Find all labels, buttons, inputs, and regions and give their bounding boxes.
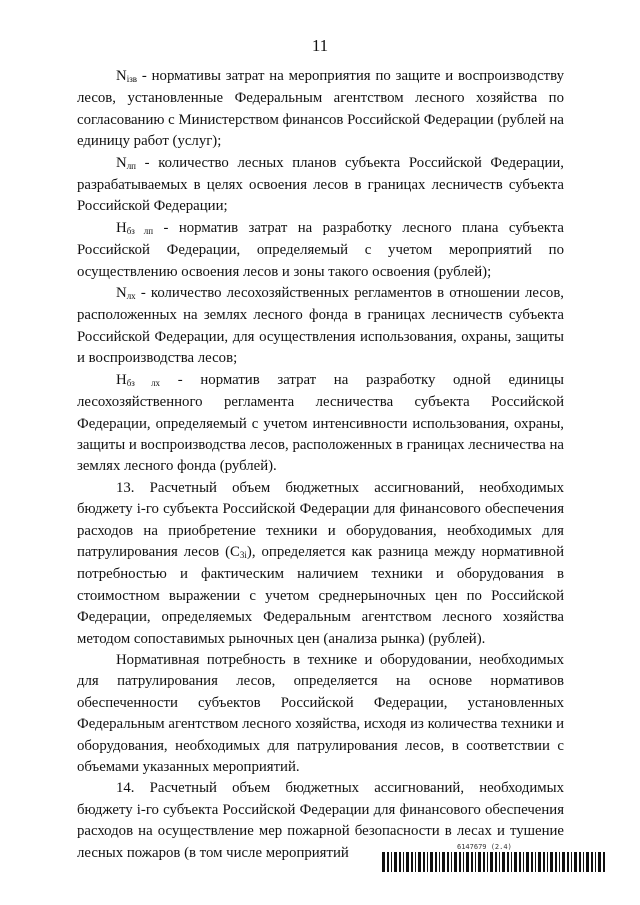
barcode-number: 6147679 (2.4) [457, 843, 512, 851]
paragraph-13-text-cont: ), определяется как разница между нормативной потребностью и фактическим наличием техники и оборудования в стоимостном выражении с учетом среднерыночных цен по Российской Федерации, определяемых Федеральным агентством лесного хозяйства методом сопоставимых рыночных цен (анализа рынка) (рублей). [77, 543, 564, 647]
symbol: Н [116, 219, 127, 236]
symbol: N [116, 68, 127, 84]
definition-h-bz-lh [77, 370, 564, 478]
symbol-subscript: iзв [126, 74, 137, 84]
definition-text: - количество лесохозяйственных регламентов в отношении лесов, расположенных на землях лесного фонда в границах лесничеств субъекта Российской Федерации, для осуществления использования, охраны, защиты и воспроизводства лесов; [77, 285, 564, 367]
symbol: Н [116, 371, 127, 388]
symbol: N [116, 154, 127, 171]
symbol-subscript: бз лх [126, 377, 161, 388]
paragraph-14: 14. Расчетный объем бюджетных ассигнований, необходимых бюджету i-го субъекта Российской Федерации для финансового обеспечения расходов на осуществление мер пожарной безопасности в лесах и тушение лесных пожаров (в том числе мероприятий [77, 780, 564, 861]
paragraph-normative-need: Нормативная потребность в технике и оборудовании, необходимых для патрулирования лесов, определяется на основе нормативов обеспеченности субъектов Российской Федерации, установленных Федеральным агентством лесного хозяйства, исходя из количества техники и оборудования, необходимых для патрулирования лесов, в соответствии с объемами указанных мероприятий. [77, 651, 564, 775]
symbol-subscript: лх [126, 291, 136, 302]
definition-h-bz-lp [77, 218, 564, 283]
page-number: 11 [311, 36, 329, 55]
symbol-subscript: 3i [239, 549, 247, 560]
definition-n-lp [77, 153, 564, 218]
definition-text: - нормативы затрат на мероприятия по защите и воспроизводству лесов, установленные Федеральным агентством лесного хозяйства по согласованию с Министерством финансов Российской Федерации (рублей на единицу работ (услуг); [77, 68, 564, 150]
definition-text: - норматив затрат на разработку лесного плана субъекта Российской Федерации, определяемый с учетом мероприятий по осуществлению освоения лесов и зоны такого освоения (рублей); [77, 219, 564, 280]
symbol-subscript: лп [126, 160, 136, 171]
symbol: N [116, 285, 127, 302]
definition-text: - количество лесных планов субъекта Российской Федерации, разрабатываемых в целях освоения лесов в границах лесничеств субъекта Российской Федерации; [77, 154, 564, 215]
definition-n-lh [77, 283, 564, 370]
paragraph-13 [77, 478, 564, 650]
paragraph-13-text: 13. Расчетный объем бюджетных ассигнований, необходимых бюджету i-го субъекта Российской Федерации для финансового обеспечения расходов на приобретение техники и оборудования, необходимых для патрулирования лесов (С [77, 479, 564, 560]
barcode-icon [382, 852, 606, 872]
symbol-subscript: бз лп [126, 225, 154, 236]
definition-text: - норматив затрат на разработку одной единицы лесохозяйственного регламента лесничества субъекта Российской Федерации, определяемый с учетом интенсивности использования, охраны, защиты и воспроизводства лесов, расположенных в границах лесничества на землях лесного фонда (рублей). [77, 371, 564, 475]
document-body [77, 66, 564, 864]
definition-n-izv [77, 66, 564, 153]
